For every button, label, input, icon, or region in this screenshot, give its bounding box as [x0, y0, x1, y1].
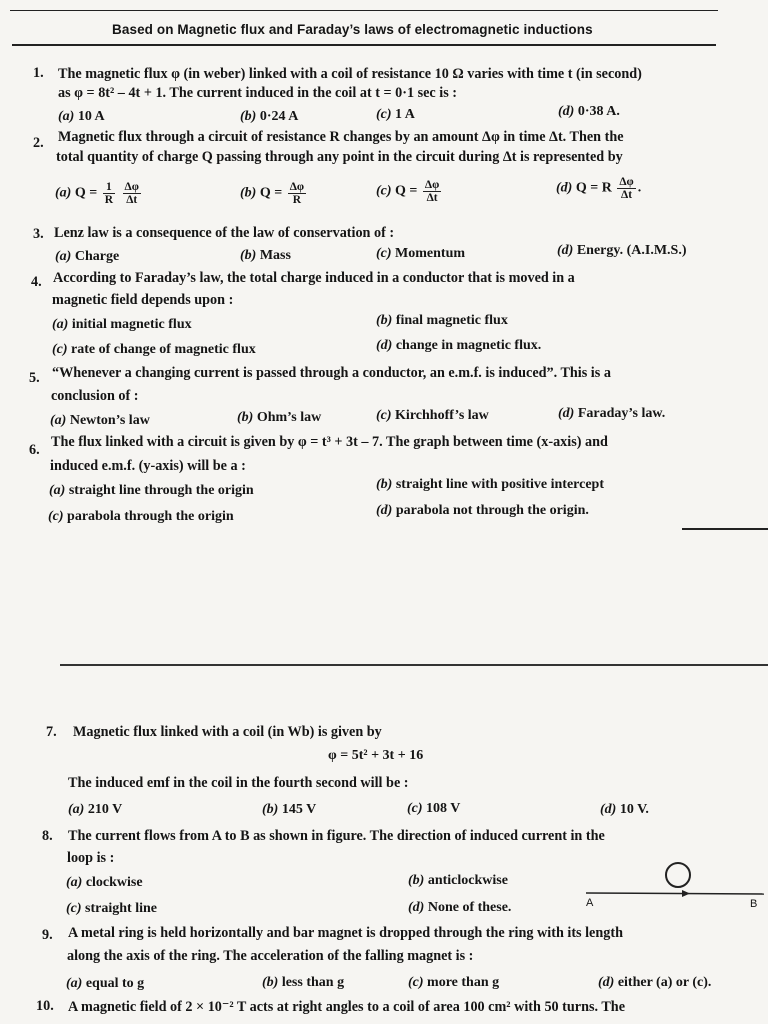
q1-option-d: (d) 0·38 A. — [558, 104, 620, 119]
q5-option-d: (d) Faraday’s law. — [558, 406, 666, 421]
q2b-fraction: $\frac{\Delta\varphi}{R}$ — [289, 181, 305, 206]
section-header: Based on Magnetic flux and Faraday’s laws of electromagnetic inductions — [112, 22, 593, 37]
question-10-number: 10. — [36, 998, 54, 1014]
section-end-rule — [682, 528, 768, 530]
page-2-top-rule — [60, 664, 768, 666]
q2-option-a: (a) Q = $\frac{1}{R}$ $\frac{\Delta\varphi}{\Delta t}$ — [55, 181, 139, 206]
question-9-line-2: along the axis of the ring. The acceleration of the falling magnet is : — [67, 948, 474, 964]
q4-option-d: (d) change in magnetic flux. — [376, 338, 542, 353]
q3-option-d: (d) Energy. (A.I.M.S.) — [557, 243, 687, 258]
question-7-line-1: Magnetic flux linked with a coil (in Wb) is given by — [73, 724, 382, 740]
q2a-fraction-1: $\frac{1}{R}$ — [104, 181, 114, 206]
q2d-fraction: $\frac{\Delta\varphi}{\Delta t}$ — [619, 176, 634, 201]
question-8-line-2: loop is : — [67, 850, 115, 866]
point-b-label: B — [750, 898, 758, 910]
current-loop — [666, 863, 690, 887]
header-rule — [12, 44, 716, 46]
question-4-line-2: magnetic field depends upon : — [52, 292, 234, 308]
question-10-line-1: A magnetic field of 2 × 10⁻² T acts at right angles to a coil of area 100 cm² with 50 turns. The — [68, 999, 625, 1015]
question-2-line-2: total quantity of charge Q passing through any point in the circuit during Δt is represented by — [56, 149, 623, 165]
loop-wire-figure — [580, 856, 766, 912]
current-arrow-icon — [682, 890, 690, 897]
q5-option-b: (b) Ohm’s law — [237, 410, 322, 425]
q6-option-b: (b) straight line with positive intercept — [376, 477, 604, 492]
question-9-line-1: A metal ring is held horizontally and bar magnet is dropped through the ring with its length — [68, 925, 623, 941]
q9-option-d: (d) either (a) or (c). — [598, 975, 712, 990]
question-4-number: 4. — [31, 274, 42, 290]
q5-option-c: (c) Kirchhoff’s law — [376, 408, 489, 423]
q9-option-a: (a) equal to g — [66, 976, 145, 991]
question-7-line-2: The induced emf in the coil in the fourth second will be : — [68, 775, 409, 791]
question-2-number: 2. — [33, 135, 44, 151]
top-rule — [10, 10, 718, 11]
q7-option-c: (c) 108 V — [407, 801, 461, 816]
question-1-line-1: The magnetic flux φ (in weber) linked with a coil of resistance 10 Ω varies with time t (in second) — [58, 66, 642, 82]
q2c-fraction: $\frac{\Delta\varphi}{\Delta t}$ — [424, 179, 440, 204]
question-9-number: 9. — [42, 927, 53, 943]
q9-option-b: (b) less than g — [262, 975, 345, 990]
q1-option-c: (c) 1 A — [376, 107, 415, 122]
question-3-number: 3. — [33, 226, 44, 242]
q7-option-b: (b) 145 V — [262, 802, 317, 817]
question-2-line-1: Magnetic flux through a circuit of resistance R changes by an amount Δφ in time Δt. Then the — [58, 129, 624, 145]
question-1-number: 1. — [33, 65, 44, 81]
q8-option-b: (b) anticlockwise — [408, 873, 508, 888]
q5-option-a: (a) Newton’s law — [50, 413, 150, 428]
q4-option-a: (a) initial magnetic flux — [52, 317, 192, 332]
q7-option-a: (a) 210 V — [68, 802, 123, 817]
q1-option-b: (b) 0·24 A — [240, 109, 299, 124]
q8-option-a: (a) clockwise — [66, 875, 143, 890]
loop-wire-diagram — [580, 856, 766, 912]
q8-option-d: (d) None of these. — [408, 900, 512, 915]
question-5-number: 5. — [29, 370, 40, 386]
point-a-label: A — [586, 897, 594, 909]
q8-option-c: (c) straight line — [66, 901, 157, 916]
question-5-line-2: conclusion of : — [51, 388, 139, 404]
q3-option-b: (b) Mass — [240, 248, 291, 263]
q2-option-c: (c) Q = $\frac{\Delta\varphi}{\Delta t}$ — [376, 179, 440, 204]
question-6-number: 6. — [29, 442, 40, 458]
question-8-line-1: The current flows from A to B as shown in figure. The direction of induced current in the — [68, 828, 605, 844]
q2-option-b: (b) Q = $\frac{\Delta\varphi}{R}$ — [240, 181, 305, 206]
q4-option-c: (c) rate of change of magnetic flux — [52, 342, 256, 357]
q2-option-d: (d) Q = R $\frac{\Delta\varphi}{\Delta t}$ . — [556, 176, 642, 201]
question-4-line-1: According to Faraday’s law, the total charge induced in a conductor that is moved in a — [53, 270, 575, 286]
question-5-line-1: “Whenever a changing current is passed through a conductor, an e.m.f. is induced”. This is a — [52, 365, 611, 381]
q6-option-c: (c) parabola through the origin — [48, 509, 234, 524]
q3-option-c: (c) Momentum — [376, 246, 466, 261]
question-1-line-2: as φ = 8t² – 4t + 1. The current induced in the coil at t = 0·1 sec is : — [58, 85, 457, 101]
q3-option-a: (a) Charge — [55, 249, 120, 264]
question-3-line-1: Lenz law is a consequence of the law of conservation of : — [54, 225, 395, 241]
q7-option-d: (d) 10 V. — [600, 802, 649, 817]
q9-option-c: (c) more than g — [408, 975, 500, 990]
question-6-line-2: induced e.m.f. (y-axis) will be a : — [50, 458, 246, 474]
question-8-number: 8. — [42, 828, 53, 844]
q4-option-b: (b) final magnetic flux — [376, 313, 508, 328]
wire-ab — [586, 893, 764, 894]
q1-option-a: (a) 10 A — [58, 109, 105, 124]
q2a-fraction-2: $\frac{\Delta\varphi}{\Delta t}$ — [124, 181, 139, 206]
question-7-number: 7. — [46, 724, 57, 740]
q6-option-a: (a) straight line through the origin — [49, 483, 254, 498]
question-6-line-1: The flux linked with a circuit is given by φ = t³ + 3t – 7. The graph between time (x-axis) and — [51, 434, 608, 450]
q6-option-d: (d) parabola not through the origin. — [376, 503, 589, 518]
question-7-equation: φ = 5t² + 3t + 16 — [328, 748, 424, 763]
